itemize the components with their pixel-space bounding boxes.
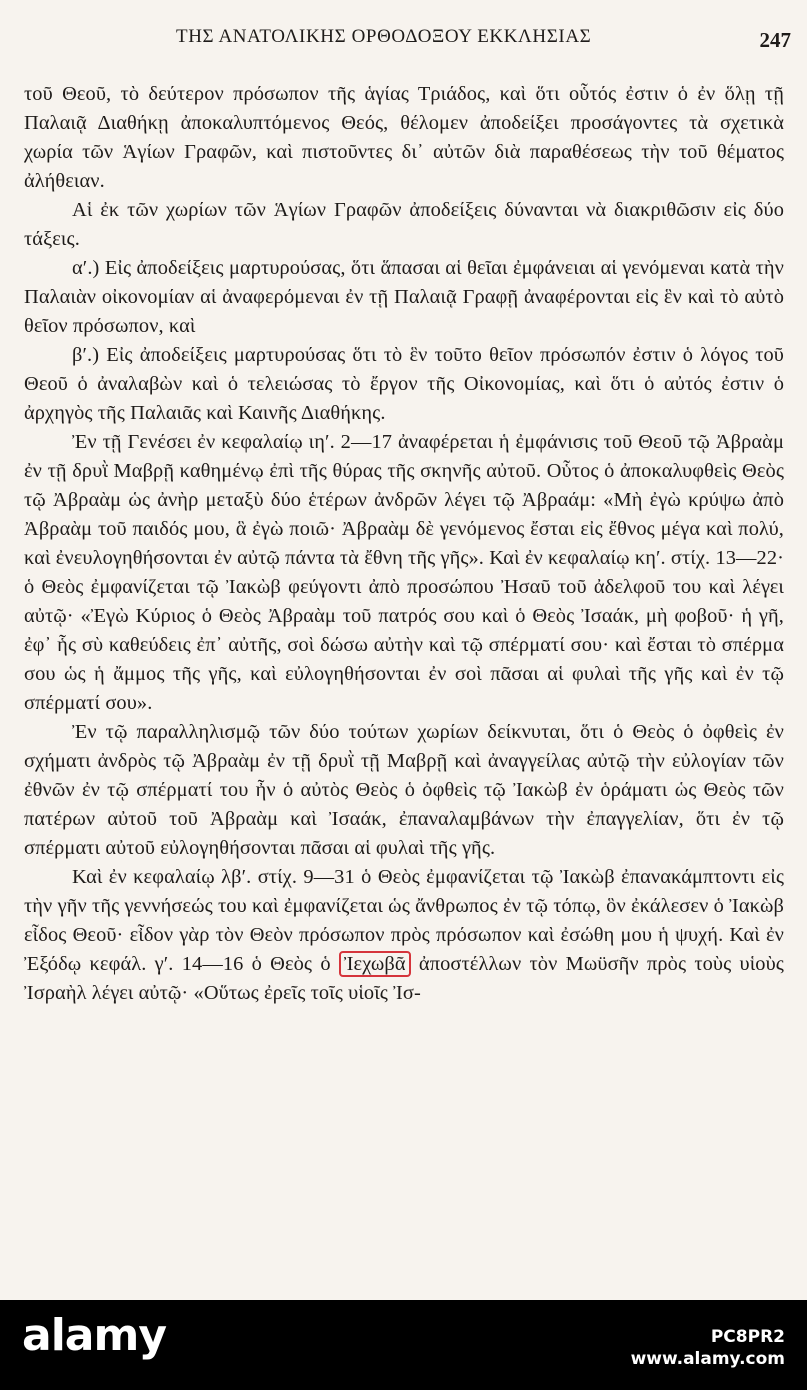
paragraph-text-before: Καὶ ἐν κεφαλαίῳ λβ′. στίχ. 9—31 ὁ Θεὸς ἐμφανίζεται τῷ Ἰακὼβ ἐπανακάμπτοντι εἰς τὴν γῆν τῆς γεννήσεώς του καὶ ἐμφανίζεται ὡς ἄνθρωπος ἐν τῷ τόπῳ, ὃν ἐκάλεσεν ὁ Ἰακὼβ εἶδος Θεοῦ· εἶδον γὰρ τὸν Θεὸν πρόσωπον πρὸς πρόσωπον καὶ ἐσώθη μου ἡ ψυχή. Καὶ ἐν Ἐξόδῳ κεφάλ. γ′. 14—16 ὁ Θεὸς ὁ bbox=[24, 866, 784, 975]
paragraph: Ἐν τῷ παραλληλισμῷ τῶν δύο τούτων χωρίων δείκνυται, ὅτι ὁ Θεὸς ὁ ὀφθεὶς ἐν σχήματι ἀνδρὸς τῷ Ἀβραὰμ ἐν τῇ δρυῒ τῇ Μαβρῇ καὶ ἀναγγείλας αὐτῷ τὴν εὐλογίαν τῶν ἐθνῶν ἐν τῷ σπέρματί του ἦν ὁ αὐτὸς Θεὸς ὁ ὀφθεὶς τῷ Ἰακὼβ ἐν ὁράματι ὡς Θεὸς τῶν πατέρων αὐτοῦ τοῦ Ἀβραὰμ καὶ Ἰσαάκ, ἐπαναλαμβάνων τὴν ἐπαγγελίαν, ὅτι ἐν τῷ σπέρματι αὐτοῦ εὐλογηθήσονται πᾶσαι αἱ φυλαὶ τῆς γῆς. bbox=[24, 721, 784, 859]
paragraph: τοῦ Θεοῦ, τὸ δεύτερον πρόσωπον τῆς ἁγίας Τριάδος, καὶ ὅτι οὗτός ἐστιν ὁ ἐν ὅλῃ τῇ Παλαιᾷ Διαθήκῃ ἀποκαλυπτόμενος Θεός, θέλομεν ἀποδείξει προσάγοντες τὰ σχετικὰ χωρία τῶν Ἁγίων Γραφῶν, καὶ πιστοῦντες δι᾽ αὐτῶν διὰ παραθέσεως τὴν τοῦ θέματος ἀλήθειαν. bbox=[24, 83, 784, 192]
watermark-image-id: PC8PR2 bbox=[710, 1327, 785, 1347]
running-title: ΤΗΣ ΑΝΑΤΟΛΙΚΗΣ ΟΡΘΟΔΟΞΟΥ ΕΚΚΛΗΣΙΑΣ bbox=[176, 26, 592, 47]
watermark-info bbox=[631, 1326, 785, 1370]
body-text bbox=[24, 80, 784, 1008]
paragraph: Ἐν τῇ Γενέσει ἐν κεφαλαίῳ ιη′. 2—17 ἀναφέρεται ἡ ἐμφάνισις τοῦ Θεοῦ τῷ Ἀβραὰμ ἐν τῇ δρυῒ Μαβρῇ καθημένῳ ἐπὶ τῆς θύρας τῆς σκηνῆς αὐτοῦ. Οὗτος ὁ ἀποκαλυφθεὶς Θεὸς τῷ Ἀβραὰμ ὡς ἀνὴρ μεταξὺ δύο ἑτέρων ἀνδρῶν λέγει τῷ Ἀβραάμ: «Μὴ ἐγὼ κρύψω ἀπὸ Ἀβραὰμ τοῦ παιδός μου, ἃ ἐγὼ ποιῶ· Ἀβραὰμ δὲ γενόμενος ἔσται εἰς ἔθνος μέγα καὶ πολύ, καὶ ἐνευλογηθήσονται ἐν αὐτῷ πάντα τὰ ἔθνη τῆς γῆς». Καὶ ἐν κεφαλαίῳ κη′. στίχ. 13—22· ὁ Θεὸς ἐμφανίζεται τῷ Ἰακὼβ φεύγοντι ἀπὸ προσώπου Ἠσαῦ τοῦ ἀδελφοῦ του καὶ λέγει αὐτῷ· «Ἐγὼ Κύριος ὁ Θεὸς Ἀβραὰμ τοῦ πατρός σου καὶ ὁ Θεὸς Ἰσαάκ, μὴ φοβοῦ· ἡ γῆ, ἐφ᾽ ἧς σὺ καθεύδεις ἐπ᾽ αὐτῆς, σοὶ δώσω αὐτὴν καὶ τῷ σπέρματί σου· καὶ ἔσται τὸ σπέρμα σου ὡς ἡ ἄμμος τῆς γῆς, καὶ εὐλογηθήσονται ἐν σοὶ πᾶσαι αἱ φυλαὶ τῆς γῆς καὶ ἐν τῷ σπέρματί σου». bbox=[24, 431, 784, 714]
watermark-logo: alamy bbox=[22, 1310, 166, 1361]
paragraph: α′.) Εἰς ἀποδείξεις μαρτυρούσας, ὅτι ἅπασαι αἱ θεῖαι ἐμφάνειαι αἱ γενόμεναι κατὰ τὴν Παλαιὰν οἰκονομίαν αἱ ἀναφερόμεναι ἐν τῇ Παλαιᾷ Γραφῇ ἀναφέρονται εἰς ἓν καὶ τὸ αὐτὸ θεῖον πρόσωπον, καὶ bbox=[24, 257, 784, 337]
watermark-site: www.alamy.com bbox=[630, 1349, 785, 1369]
page-header bbox=[0, 26, 807, 60]
paragraph-last bbox=[24, 863, 784, 1008]
paragraph-text-after: ἀποστέλλων τὸν Μωϋσῆν πρὸς τοὺς υἱοὺς Ἰσραὴλ λέγει αὐτῷ· «Οὕτως ἐρεῖς τοῖς υἱοῖς Ἰσ- bbox=[24, 953, 784, 1004]
paragraph: Αἱ ἐκ τῶν χωρίων τῶν Ἁγίων Γραφῶν ἀποδείξεις δύνανται νὰ διακριθῶσιν εἰς δύο τάξεις. bbox=[24, 199, 784, 250]
page-number: 247 bbox=[759, 28, 791, 52]
paragraph: β′.) Εἰς ἀποδείξεις μαρτυρούσας ὅτι τὸ ἓν τοῦτο θεῖον πρόσωπόν ἐστιν ὁ λόγος τοῦ Θεοῦ ὁ ἀναλαβὼν καὶ ὁ τελειώσας τὸ ἔργον τῆς Οἰκονομίας, καὶ ὅτι ὁ αὐτός ἐστιν ὁ ἀρχηγὸς τῆς Παλαιᾶς καὶ Καινῆς Διαθήκης. bbox=[24, 344, 784, 424]
watermark-bar bbox=[0, 1300, 807, 1390]
highlighted-word: Ἰεχωβᾶ bbox=[339, 951, 411, 977]
